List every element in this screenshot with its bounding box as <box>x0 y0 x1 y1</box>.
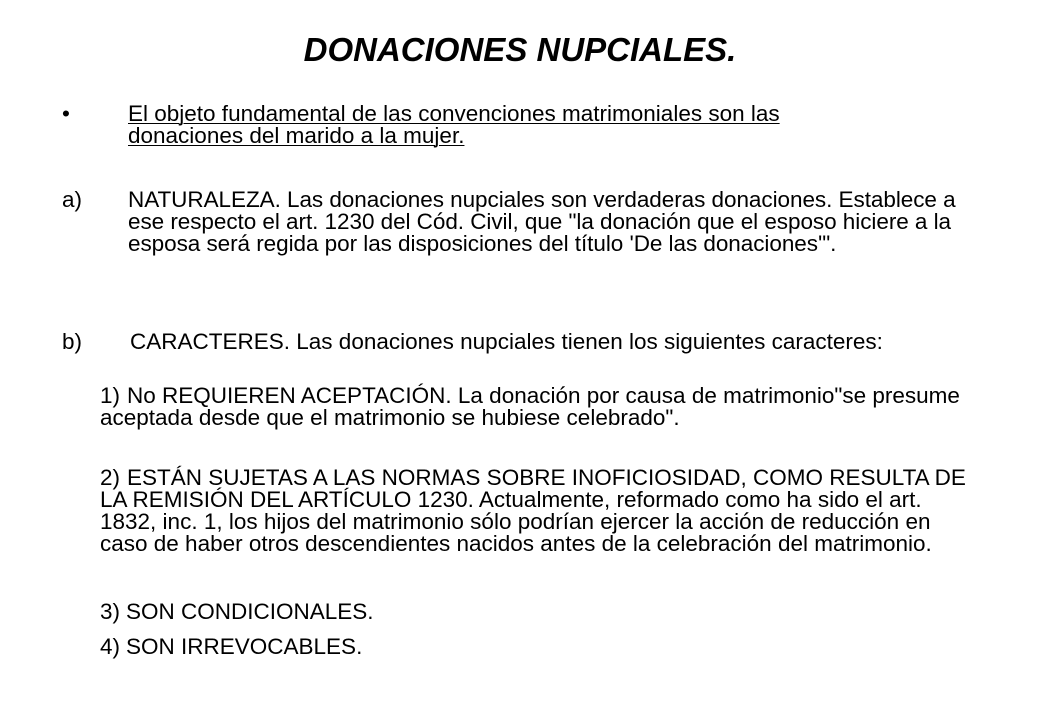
subitem-4-number: 4) <box>100 634 121 659</box>
subitem-4 <box>100 636 980 660</box>
item-a-text: NATURALEZA. Las donaciones nupciales son verdaderas donaciones. Establece a ese respecto el art. 1230 del Cód. Civil, que "la donación que el esposo hiciere a la esposa será regida por las disposiciones del título 'De las donaciones'". <box>128 187 956 256</box>
subitem-2-text <box>100 467 970 555</box>
subitem-1 <box>100 385 980 457</box>
subitem-3 <box>100 601 980 625</box>
subitem-2 <box>100 467 980 587</box>
subitem-1-content: No REQUIEREN ACEPTACIÓN. La donación por causa de matrimonio"se presume aceptada desde que el matrimonio se hubiese celebrado". <box>100 383 960 430</box>
subitem-3-text: SON CONDICIONALES. <box>126 599 374 624</box>
subitem-3-number: 3) <box>100 599 121 624</box>
subitem-2-number: 2) <box>100 465 121 490</box>
subitem-1-number: 1) <box>100 383 121 408</box>
bullet-marker: • <box>62 101 70 126</box>
item-b-paragraph <box>62 331 962 379</box>
subitem-2-content: ESTÁN SUJETAS A LAS NORMAS SOBRE INOFICIOSIDAD, COMO RESULTA DE LA REMISIÓN DEL ARTÍCULO 1230. Actualmente, reformado como ha sido el art. 1832, inc. 1, los hijos del matrimonio sólo podrían ejercer la acción de reducción en caso de haber otros descendientes nacidos antes de la celebración del matrimonio. <box>100 465 966 556</box>
item-b-text: CARACTERES. Las donaciones nupciales tienen los siguientes caracteres: <box>130 329 883 354</box>
item-a-paragraph <box>62 189 962 285</box>
item-b-marker: b) <box>62 329 83 354</box>
subitem-4-text: SON IRREVOCABLES. <box>126 634 363 659</box>
subitem-1-text <box>100 385 970 429</box>
slide-title: DONACIONES NUPCIALES. <box>303 31 737 68</box>
item-a-marker: a) <box>62 187 83 212</box>
bullet-paragraph <box>62 103 942 151</box>
bullet-text: El objeto fundamental de las convenciones matrimoniales son las donaciones del marido a la mujer. <box>128 101 780 148</box>
